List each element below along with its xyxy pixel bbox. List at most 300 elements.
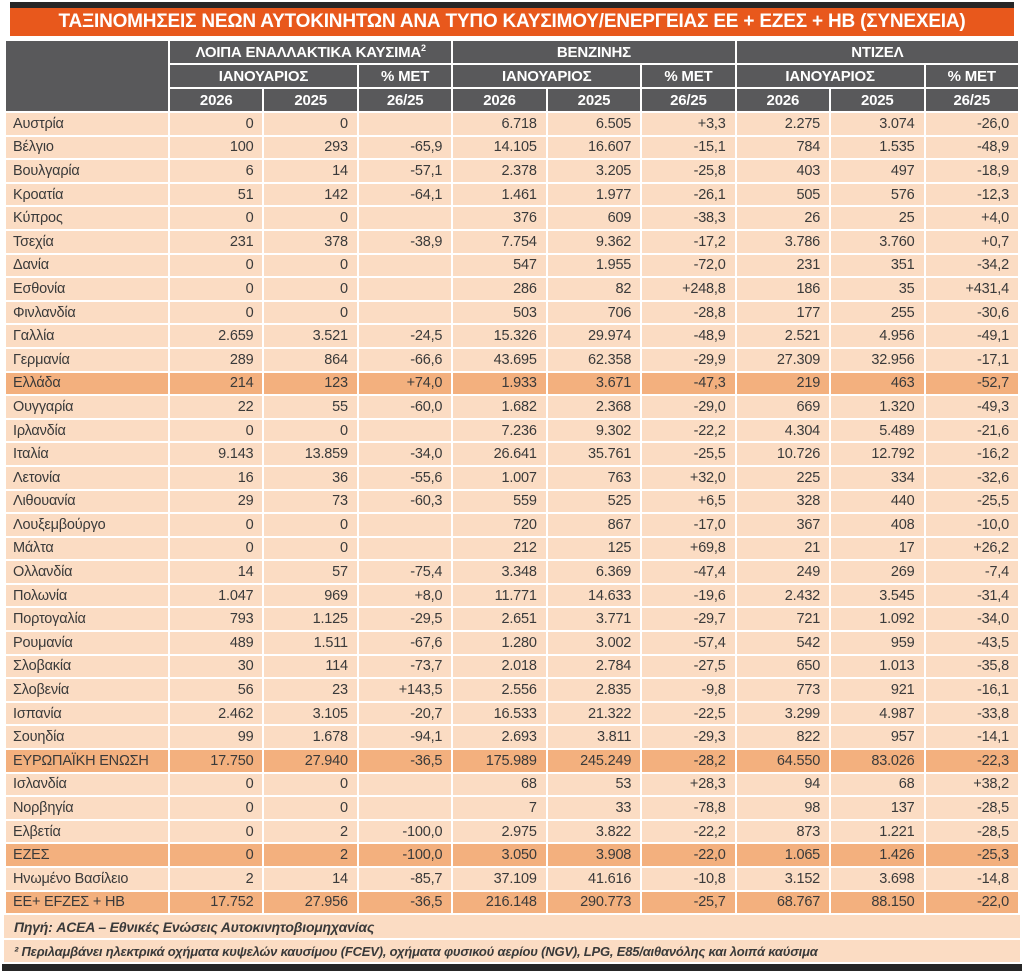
value-cell: [359, 514, 451, 536]
value-cell: 1.511: [264, 632, 356, 654]
table-row: [6, 467, 1018, 489]
value-cell: -57,4: [642, 632, 734, 654]
value-cell: 378: [264, 231, 356, 253]
value-cell: 16.607: [548, 137, 640, 159]
value-cell: 14: [170, 561, 262, 583]
value-cell: 15.326: [453, 325, 545, 347]
table-row: [6, 160, 1018, 182]
value-cell: 2: [264, 844, 356, 866]
value-cell: 64.550: [737, 750, 829, 772]
value-cell: 13.859: [264, 443, 356, 465]
value-cell: 1.426: [831, 844, 923, 866]
value-cell: -26,1: [642, 184, 734, 206]
value-cell: -72,0: [642, 255, 734, 277]
value-cell: 959: [831, 632, 923, 654]
value-cell: 33: [548, 797, 640, 819]
value-cell: -67,6: [359, 632, 451, 654]
country-cell: Ιταλία: [6, 443, 168, 465]
value-cell: -9,8: [642, 679, 734, 701]
value-cell: 3.299: [737, 703, 829, 725]
pct-header-cell: % ΜΕΤ: [359, 65, 451, 87]
value-cell: 720: [453, 514, 545, 536]
value-cell: -10,8: [642, 868, 734, 890]
value-cell: 2.432: [737, 585, 829, 607]
value-cell: 9.302: [548, 420, 640, 442]
value-cell: 17.752: [170, 892, 262, 914]
country-cell: Ολλανδία: [6, 561, 168, 583]
table-row: [6, 821, 1018, 843]
value-cell: 0: [264, 774, 356, 796]
country-cell: Ελλάδα: [6, 373, 168, 395]
value-cell: -16,2: [926, 443, 1019, 465]
ratio-header-cell: 26/25: [359, 89, 451, 111]
value-cell: -43,5: [926, 632, 1019, 654]
value-cell: -49,3: [926, 396, 1019, 418]
value-cell: +69,8: [642, 538, 734, 560]
country-cell: Λουξεμβούργο: [6, 514, 168, 536]
month-header-cell: ΙΑΝΟΥΑΡΙΟΣ: [453, 65, 640, 87]
value-cell: [359, 797, 451, 819]
value-cell: 2: [170, 868, 262, 890]
value-cell: 16.533: [453, 703, 545, 725]
value-cell: 2.784: [548, 656, 640, 678]
value-cell: -29,7: [642, 608, 734, 630]
value-cell: 62.358: [548, 349, 640, 371]
value-cell: -28,5: [926, 797, 1019, 819]
value-cell: 286: [453, 278, 545, 300]
value-cell: -48,9: [642, 325, 734, 347]
value-cell: +38,2: [926, 774, 1019, 796]
country-cell: ΕΖΕΣ: [6, 844, 168, 866]
country-cell: Μάλτα: [6, 538, 168, 560]
table-row: [6, 302, 1018, 324]
value-cell: 0: [170, 797, 262, 819]
value-cell: 0: [170, 302, 262, 324]
value-cell: -10,0: [926, 514, 1019, 536]
value-cell: 559: [453, 491, 545, 513]
value-cell: +6,5: [642, 491, 734, 513]
value-cell: -47,4: [642, 561, 734, 583]
value-cell: 255: [831, 302, 923, 324]
value-cell: 2.835: [548, 679, 640, 701]
value-cell: -66,6: [359, 349, 451, 371]
country-cell: Βουλγαρία: [6, 160, 168, 182]
value-cell: 3.760: [831, 231, 923, 253]
value-cell: -65,9: [359, 137, 451, 159]
value-cell: 0: [264, 207, 356, 229]
value-cell: 0: [170, 844, 262, 866]
value-cell: -24,5: [359, 325, 451, 347]
value-cell: 35.761: [548, 443, 640, 465]
corner-cell: [6, 41, 168, 111]
value-cell: 22: [170, 396, 262, 418]
value-cell: [359, 255, 451, 277]
group-label: ΛΟΙΠΑ ΕΝΑΛΛΑΚΤΙΚΑ ΚΑΥΣΙΜΑ: [195, 44, 422, 61]
value-cell: -34,0: [359, 443, 451, 465]
year-header-cell: 2025: [831, 89, 923, 111]
value-cell: 505: [737, 184, 829, 206]
value-cell: 3.074: [831, 113, 923, 135]
value-cell: 3.771: [548, 608, 640, 630]
value-cell: 503: [453, 302, 545, 324]
table-row: [6, 774, 1018, 796]
value-cell: +4,0: [926, 207, 1019, 229]
table-header: [6, 41, 1018, 111]
value-cell: -73,7: [359, 656, 451, 678]
table-row: [6, 255, 1018, 277]
value-cell: -16,1: [926, 679, 1019, 701]
year-header-cell: 2025: [548, 89, 640, 111]
registrations-table-wrapper: [4, 39, 1020, 915]
value-cell: 1.065: [737, 844, 829, 866]
value-cell: -52,7: [926, 373, 1019, 395]
value-cell: 68: [831, 774, 923, 796]
country-cell: Πολωνία: [6, 585, 168, 607]
value-cell: 30: [170, 656, 262, 678]
value-cell: 29.974: [548, 325, 640, 347]
value-cell: 609: [548, 207, 640, 229]
value-cell: 214: [170, 373, 262, 395]
table-row: [6, 585, 1018, 607]
table-row: [6, 844, 1018, 866]
value-cell: 6.369: [548, 561, 640, 583]
value-cell: -15,1: [642, 137, 734, 159]
value-cell: +0,7: [926, 231, 1019, 253]
value-cell: 3.545: [831, 585, 923, 607]
registrations-table: [4, 39, 1020, 915]
value-cell: -36,5: [359, 892, 451, 914]
value-cell: -31,4: [926, 585, 1019, 607]
value-cell: 0: [170, 821, 262, 843]
value-cell: 376: [453, 207, 545, 229]
value-cell: 873: [737, 821, 829, 843]
value-cell: 1.461: [453, 184, 545, 206]
table-row: [6, 443, 1018, 465]
value-cell: 3.822: [548, 821, 640, 843]
value-cell: +28,3: [642, 774, 734, 796]
value-cell: 2.462: [170, 703, 262, 725]
value-cell: 1.007: [453, 467, 545, 489]
value-cell: 83.026: [831, 750, 923, 772]
value-cell: 1.678: [264, 726, 356, 748]
value-cell: 6: [170, 160, 262, 182]
value-cell: 3.521: [264, 325, 356, 347]
value-cell: 14: [264, 868, 356, 890]
value-cell: 29: [170, 491, 262, 513]
bottom-frame-bar: [2, 964, 1022, 971]
ratio-header-cell: 26/25: [926, 89, 1019, 111]
value-cell: 328: [737, 491, 829, 513]
value-cell: -12,3: [926, 184, 1019, 206]
country-cell: Κύπρος: [6, 207, 168, 229]
value-cell: -7,4: [926, 561, 1019, 583]
value-cell: 114: [264, 656, 356, 678]
month-header-cell: ΙΑΝΟΥΑΡΙΟΣ: [737, 65, 924, 87]
country-cell: Κροατία: [6, 184, 168, 206]
value-cell: -78,8: [642, 797, 734, 819]
value-cell: -22,0: [926, 892, 1019, 914]
value-cell: 440: [831, 491, 923, 513]
value-cell: 0: [170, 113, 262, 135]
value-cell: 1.280: [453, 632, 545, 654]
value-cell: 137: [831, 797, 923, 819]
value-cell: 27.940: [264, 750, 356, 772]
value-cell: -20,7: [359, 703, 451, 725]
value-cell: 1.977: [548, 184, 640, 206]
table-row: [6, 349, 1018, 371]
value-cell: -29,9: [642, 349, 734, 371]
pct-header-cell: % ΜΕΤ: [926, 65, 1019, 87]
value-cell: +143,5: [359, 679, 451, 701]
value-cell: 245.249: [548, 750, 640, 772]
value-cell: -14,1: [926, 726, 1019, 748]
value-cell: -30,6: [926, 302, 1019, 324]
value-cell: 1.955: [548, 255, 640, 277]
value-cell: 27.956: [264, 892, 356, 914]
value-cell: +248,8: [642, 278, 734, 300]
value-cell: 9.362: [548, 231, 640, 253]
value-cell: -47,3: [642, 373, 734, 395]
value-cell: 7: [453, 797, 545, 819]
country-cell: ΕΕ+ ΕFΖΕΣ + ΗΒ: [6, 892, 168, 914]
value-cell: 216.148: [453, 892, 545, 914]
value-cell: -34,0: [926, 608, 1019, 630]
value-cell: 175.989: [453, 750, 545, 772]
value-cell: -29,0: [642, 396, 734, 418]
value-cell: 99: [170, 726, 262, 748]
value-cell: 12.792: [831, 443, 923, 465]
value-cell: 0: [170, 514, 262, 536]
value-cell: 3.205: [548, 160, 640, 182]
value-cell: -36,5: [359, 750, 451, 772]
value-cell: 0: [170, 255, 262, 277]
country-cell: Σλοβενία: [6, 679, 168, 701]
value-cell: 142: [264, 184, 356, 206]
value-cell: 21.322: [548, 703, 640, 725]
table-row: [6, 396, 1018, 418]
value-cell: 4.956: [831, 325, 923, 347]
value-cell: 3.908: [548, 844, 640, 866]
value-cell: 0: [170, 420, 262, 442]
value-cell: -100,0: [359, 821, 451, 843]
value-cell: 231: [737, 255, 829, 277]
value-cell: +431,4: [926, 278, 1019, 300]
value-cell: 2.975: [453, 821, 545, 843]
value-cell: 957: [831, 726, 923, 748]
country-cell: Ρουμανία: [6, 632, 168, 654]
table-row: [6, 207, 1018, 229]
value-cell: [359, 278, 451, 300]
table-row: [6, 538, 1018, 560]
value-cell: 21: [737, 538, 829, 560]
pct-header-cell: % ΜΕΤ: [642, 65, 734, 87]
table-row: [6, 137, 1018, 159]
group-label: ΒΕΝΖΙΝΗΣ: [556, 44, 631, 61]
table-row: [6, 726, 1018, 748]
value-cell: 6.505: [548, 113, 640, 135]
value-cell: -85,7: [359, 868, 451, 890]
value-cell: 25: [831, 207, 923, 229]
value-cell: 7.236: [453, 420, 545, 442]
value-cell: 27.309: [737, 349, 829, 371]
value-cell: +3,3: [642, 113, 734, 135]
table-row: [6, 113, 1018, 135]
table-row: [6, 797, 1018, 819]
value-cell: 3.050: [453, 844, 545, 866]
value-cell: 36: [264, 467, 356, 489]
value-cell: 14.105: [453, 137, 545, 159]
value-cell: 10.726: [737, 443, 829, 465]
value-cell: 186: [737, 278, 829, 300]
value-cell: 2.368: [548, 396, 640, 418]
value-cell: 2.693: [453, 726, 545, 748]
value-cell: 6.718: [453, 113, 545, 135]
value-cell: 2.521: [737, 325, 829, 347]
value-cell: -17,0: [642, 514, 734, 536]
value-cell: -29,5: [359, 608, 451, 630]
value-cell: [359, 113, 451, 135]
year-header-cell: 2026: [737, 89, 829, 111]
value-cell: 793: [170, 608, 262, 630]
value-cell: 289: [170, 349, 262, 371]
country-cell: Φινλανδία: [6, 302, 168, 324]
value-cell: 1.933: [453, 373, 545, 395]
value-cell: 55: [264, 396, 356, 418]
table-row: [6, 679, 1018, 701]
value-cell: 706: [548, 302, 640, 324]
value-cell: 650: [737, 656, 829, 678]
value-cell: 867: [548, 514, 640, 536]
table-row: [6, 491, 1018, 513]
value-cell: 463: [831, 373, 923, 395]
table-row: [6, 868, 1018, 890]
value-cell: 290.773: [548, 892, 640, 914]
year-header-cell: 2026: [170, 89, 262, 111]
country-cell: Ηνωμένο Βασίλειο: [6, 868, 168, 890]
value-cell: 576: [831, 184, 923, 206]
value-cell: 3.786: [737, 231, 829, 253]
value-cell: -22,3: [926, 750, 1019, 772]
table-row: [6, 373, 1018, 395]
value-cell: 1.682: [453, 396, 545, 418]
value-cell: 37.109: [453, 868, 545, 890]
value-cell: 17.750: [170, 750, 262, 772]
country-cell: Ισπανία: [6, 703, 168, 725]
value-cell: 0: [264, 255, 356, 277]
country-cell: Σλοβακία: [6, 656, 168, 678]
value-cell: -60,3: [359, 491, 451, 513]
value-cell: 408: [831, 514, 923, 536]
country-cell: Νορβηγία: [6, 797, 168, 819]
table-row: [6, 750, 1018, 772]
value-cell: 497: [831, 160, 923, 182]
value-cell: -29,3: [642, 726, 734, 748]
country-cell: Λιθουανία: [6, 491, 168, 513]
value-cell: 73: [264, 491, 356, 513]
country-cell: ΕΥΡΩΠΑΪΚΗ ΕΝΩΣΗ: [6, 750, 168, 772]
value-cell: 721: [737, 608, 829, 630]
value-cell: -75,4: [359, 561, 451, 583]
group-header-petrol: [453, 41, 734, 63]
group-label: ΝΤΙΖΕΛ: [851, 44, 904, 61]
value-cell: -28,2: [642, 750, 734, 772]
table-row: [6, 420, 1018, 442]
value-cell: 1.013: [831, 656, 923, 678]
table-row: [6, 892, 1018, 914]
value-cell: 0: [170, 278, 262, 300]
value-cell: 51: [170, 184, 262, 206]
value-cell: +32,0: [642, 467, 734, 489]
table-row: [6, 561, 1018, 583]
value-cell: 0: [264, 113, 356, 135]
table-row: [6, 608, 1018, 630]
value-cell: -25,3: [926, 844, 1019, 866]
value-cell: 334: [831, 467, 923, 489]
value-cell: 43.695: [453, 349, 545, 371]
country-cell: Λετονία: [6, 467, 168, 489]
value-cell: 7.754: [453, 231, 545, 253]
group-label-superscript: 2: [421, 43, 426, 53]
value-cell: 547: [453, 255, 545, 277]
value-cell: -32,6: [926, 467, 1019, 489]
country-cell: Εσθονία: [6, 278, 168, 300]
country-cell: Ουγγαρία: [6, 396, 168, 418]
value-cell: 0: [264, 538, 356, 560]
value-cell: -25,5: [642, 443, 734, 465]
value-cell: -25,7: [642, 892, 734, 914]
value-cell: -33,8: [926, 703, 1019, 725]
table-row: [6, 184, 1018, 206]
value-cell: 2.651: [453, 608, 545, 630]
table-row: [6, 656, 1018, 678]
country-cell: Πορτογαλία: [6, 608, 168, 630]
value-cell: +26,2: [926, 538, 1019, 560]
value-cell: 177: [737, 302, 829, 324]
value-cell: 2.275: [737, 113, 829, 135]
value-cell: -22,2: [642, 821, 734, 843]
value-cell: 2.556: [453, 679, 545, 701]
value-cell: -38,9: [359, 231, 451, 253]
value-cell: 1.047: [170, 585, 262, 607]
country-cell: Γαλλία: [6, 325, 168, 347]
year-header-cell: 2025: [264, 89, 356, 111]
value-cell: 3.348: [453, 561, 545, 583]
table-row: [6, 231, 1018, 253]
country-cell: Ιρλανδία: [6, 420, 168, 442]
value-cell: 5.489: [831, 420, 923, 442]
value-cell: 3.698: [831, 868, 923, 890]
value-cell: -48,9: [926, 137, 1019, 159]
value-cell: 231: [170, 231, 262, 253]
value-cell: -55,6: [359, 467, 451, 489]
country-cell: Τσεχία: [6, 231, 168, 253]
value-cell: 3.671: [548, 373, 640, 395]
value-cell: 367: [737, 514, 829, 536]
table-row: [6, 278, 1018, 300]
value-cell: 41.616: [548, 868, 640, 890]
value-cell: 1.535: [831, 137, 923, 159]
value-cell: 11.771: [453, 585, 545, 607]
value-cell: 0: [264, 278, 356, 300]
group-header-diesel: [737, 41, 1018, 63]
value-cell: 0: [264, 797, 356, 819]
value-cell: 26: [737, 207, 829, 229]
value-cell: 822: [737, 726, 829, 748]
value-cell: 17: [831, 538, 923, 560]
value-cell: 249: [737, 561, 829, 583]
value-cell: 3.105: [264, 703, 356, 725]
value-cell: [359, 420, 451, 442]
